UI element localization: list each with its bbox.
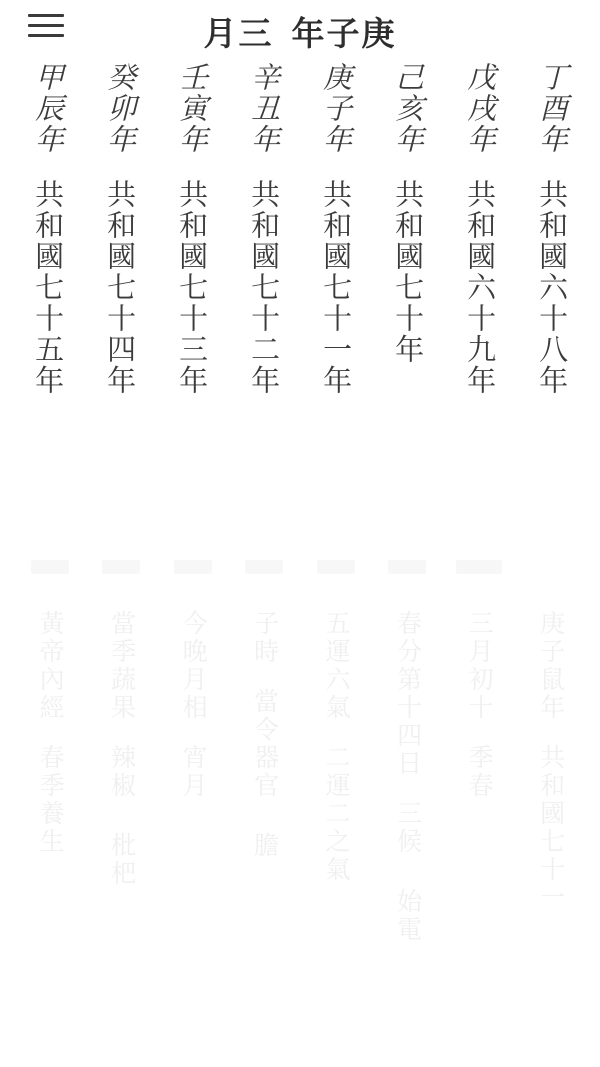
- faded-line-secondary: 當令器官 膽: [250, 688, 280, 860]
- app-header: [0, 0, 600, 60]
- faded-chip: [317, 560, 355, 574]
- faded-column: [372, 560, 444, 1067]
- faded-column: [229, 560, 301, 1067]
- year-ganzhi: 己亥年: [391, 62, 426, 155]
- year-ganzhi: 戊戌年: [463, 62, 498, 155]
- year-era: 共和國六十八年: [535, 179, 570, 396]
- faded-line-primary: 五運六氣: [322, 610, 352, 722]
- year-era: 共和國六十九年: [463, 179, 498, 396]
- page-title: [0, 8, 600, 55]
- faded-chip: [174, 560, 212, 574]
- year-column[interactable]: [444, 58, 516, 498]
- year-ganzhi: 甲辰年: [31, 62, 66, 155]
- year-column[interactable]: [516, 58, 588, 498]
- year-era: 共和國七十五年: [31, 179, 66, 396]
- faded-line-secondary: 季春: [465, 744, 495, 800]
- year-ganzhi: 庚子年: [319, 62, 354, 155]
- faded-column: [515, 560, 587, 1067]
- year-column-list: [0, 58, 600, 498]
- year-ganzhi: 癸卯年: [103, 62, 138, 155]
- faded-column: [14, 560, 86, 1067]
- faded-column: [300, 560, 372, 1067]
- faded-line-secondary: 二運二之氣: [322, 744, 352, 884]
- page-title-year: 年子庚: [291, 14, 397, 53]
- faded-line-secondary: 宵月: [179, 744, 209, 800]
- page-title-month: 月三: [203, 14, 274, 53]
- year-era: 共和國七十二年: [247, 179, 282, 396]
- faded-line-primary: 三月初十: [465, 610, 495, 722]
- year-column[interactable]: [156, 58, 228, 498]
- year-ganzhi: 壬寅年: [175, 62, 210, 155]
- faded-line-primary: 今晚月相: [179, 610, 209, 722]
- year-era: 共和國七十年: [391, 179, 426, 365]
- faded-chip: [31, 560, 69, 574]
- faded-line-primary: 庚子鼠年: [536, 610, 566, 722]
- faded-detail-panel: [0, 560, 600, 1067]
- faded-line-secondary: 春季養生: [36, 744, 66, 856]
- faded-line-secondary: 共和國七十一: [536, 744, 566, 912]
- year-column[interactable]: [228, 58, 300, 498]
- year-era: 共和國七十四年: [103, 179, 138, 396]
- faded-line-secondary: 三候 始電: [393, 800, 423, 944]
- faded-chip: [245, 560, 283, 574]
- faded-chip: [102, 560, 140, 574]
- year-column[interactable]: [372, 58, 444, 498]
- faded-line-primary: 春分第十四日: [393, 610, 423, 778]
- year-column[interactable]: [84, 58, 156, 498]
- faded-column: [86, 560, 158, 1067]
- faded-column: [443, 560, 515, 1067]
- year-era: 共和國七十三年: [175, 179, 210, 396]
- year-ganzhi: 辛丑年: [247, 62, 282, 155]
- faded-line-primary: 子時: [250, 610, 280, 666]
- year-ganzhi: 丁酉年: [535, 62, 570, 155]
- faded-line-primary: 黃帝內經: [36, 610, 66, 722]
- faded-chip: [456, 560, 502, 574]
- year-era: 共和國七十一年: [319, 179, 354, 396]
- year-column[interactable]: [12, 58, 84, 498]
- faded-line-primary: 當季蔬果: [107, 610, 137, 722]
- year-column[interactable]: [300, 58, 372, 498]
- faded-line-secondary: 辣椒 枇杷: [107, 744, 137, 888]
- faded-column: [157, 560, 229, 1067]
- faded-chip: [388, 560, 426, 574]
